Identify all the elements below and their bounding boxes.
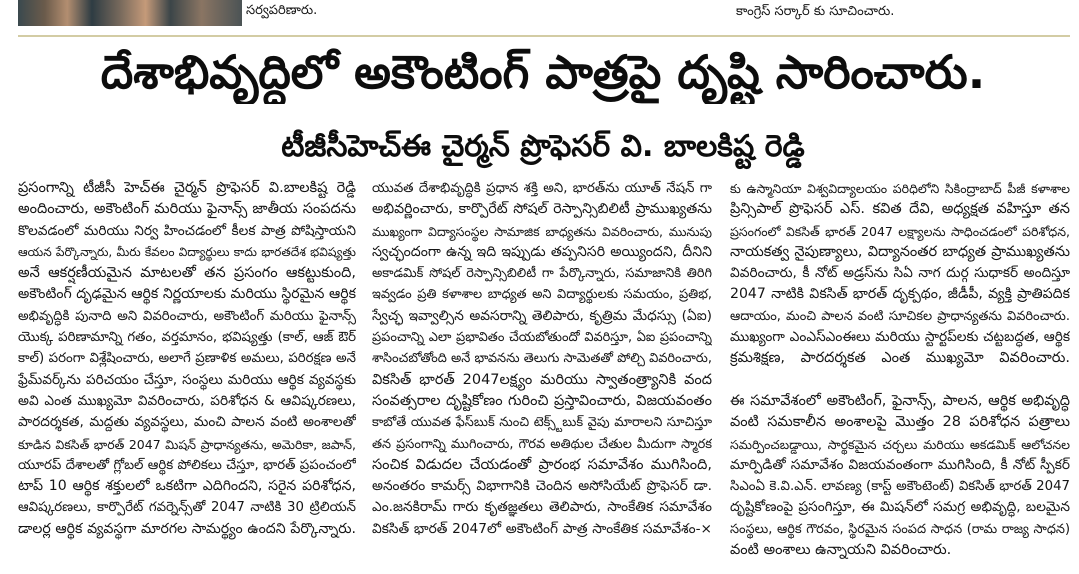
column-line: మార్పిడితో సమావేశం విజయవంతంగా ముగిసింది, కీ నోట్ స్పీకర్ — [730, 456, 1070, 473]
column-line: అకౌంటింగ్ దృఢమైన ఆర్థిక నిర్ణయాలకు మరియు స్థిరమైన ఆర్థిక — [18, 286, 356, 303]
column-line: ముఖ్యంగా విద్యాసంస్థల సామాజిక బాధ్యతను వివరించారు, మునుపు — [372, 223, 712, 239]
column-line: ఆయన పేర్కొన్నారు, మీరు కేవలం విద్యార్థులు కాదు భారతదేశ భవిష్యత్తు — [18, 244, 356, 259]
column-line: వికసిత్ భారత్ 2047లో అకౌంటింగ్ పాత్ర సాంకేతిక సమావేశం-× — [372, 520, 712, 537]
column-line: వివరించారు, కీ నోట్ అడ్రస్‌ను సిఏ నాగ దుర్గ సుధాకర్ అందిస్తూ — [730, 265, 1070, 282]
column-line: అందించారు, అకౌంటింగ్ మరియు ఫైనాన్స్ జాతీయ సంపదను — [18, 201, 356, 218]
column-line: వంటి సమకాలీన అంశాలపై మొత్తం 28 పరిశోధన పత్రాలు — [730, 414, 1070, 431]
previous-article-fragment-left: సర్వపరిణారు. — [246, 3, 318, 18]
column-line: వంటి అంశాలు ఉన్నాయని వివరించారు. — [730, 542, 952, 559]
column-line: ఈ సమావేశంలో అకౌంటింగ్, ఫైనాన్స్, పాలన, ఆర్థిక అభివృద్ధి — [730, 392, 1070, 409]
column-line: వికసిత్ భారత్ 2047లక్ష్యం మరియు స్వాతంత్ర్యానికి వంద — [372, 371, 712, 388]
article-column-2 — [372, 178, 712, 540]
previous-article-fragment-right: కాంగ్రెస్ సర్కార్ కు సూచించారు. — [736, 4, 895, 19]
column-line: అకాడమిక్ సోషల్ రెస్పాన్సిబిలిటీ గా పేర్కొన్నారు, సమాజానికి తిరిగి — [372, 266, 712, 282]
article-headline: దేశాభివృద్ధిలో అకౌంటింగ్ పాత్రపై దృష్టి సారించారు. — [100, 45, 986, 99]
column-line: కాల్) పరంగా విశ్లేషించారు, అలాగే ప్రణాళిక అమలు, పరిరక్షణ అనే — [18, 351, 356, 367]
column-line: అభివర్ణించారు, కార్పొరేట్ సోషల్ రెస్పాన్సిబిలిటీ ప్రాముఖ్యతను — [372, 201, 712, 218]
column-line: యువత దేశాభివృద్ధికి ప్రధాన శక్తి అని, భారత్‌ను యూత్ నేషన్ గా — [372, 181, 712, 196]
column-line: కొలవడంలో మరియు నిర్వ హించడంలో కీలక పాత్ర పోషిస్తాయని — [18, 222, 356, 239]
column-line: సిఎంఏ కె.వి.ఎన్. లావణ్య (కాస్ట్ అకౌంటెంట్) వికసిత్ భారత్ 2047 — [730, 479, 1070, 495]
column-line: ముఖ్యంగా ఎంఎస్ఎంఈలు మరియు స్టార్టప్‌లకు చట్టబద్ధత, ఆర్థిక — [730, 329, 1070, 346]
column-line: శాసించబోతోంది అనే భావనను తెలుగు సామెతతో పోల్చి వివరించారు, — [372, 351, 712, 367]
article-subheadline: టీజీసీహెచ్ఈ చైర్మన్ ప్రొఫెసర్ వి. బాలకిష్ట రెడ్డి — [281, 129, 805, 164]
column-line: ఇవ్వడం ప్రతి కళాశాల బాధ్యత అని విద్యార్థులకు సమయం, ప్రతిభ, — [372, 287, 712, 303]
column-line: 2047 నాటికి వికసిత్ భారత్ దృక్పథం, జీడీపీ, వ్యక్తి ప్రాతిపదిక — [730, 286, 1070, 303]
column-line: సంవత్సరాల దృష్టికోణం గురించి ప్రస్తావించారు, విజయవంతం — [372, 392, 712, 409]
column-line: పారదర్శకత, మద్దతు వ్యవస్థలు, మంచి పాలన వంటి అంశాలతో — [18, 414, 356, 431]
column-line: క్రమశిక్షణ, పారదర్శకత ఎంత ముఖ్యమో వివరించారు. — [730, 350, 1070, 367]
column-line: ఎం.జనకిరామ్ గారు కృతజ్ఞతలు తెలిపారు, సాంకేతిక సమావేశం — [372, 499, 712, 516]
column-line: సంస్థలు, ఆర్థిక గౌరవం, స్థిరమైన సంపద సాధన (రామ రాజ్య సాధన) — [730, 521, 1070, 537]
column-line: అనే ఆకర్షణీయమైన మాటలతో తన ప్రసంగం ఆకట్టుకుంది, — [18, 265, 356, 282]
column-line: డాలర్ల ఆర్థిక వ్యవస్థగా మారగల సామర్థ్యం ఉందని పేర్కొన్నారు. — [18, 520, 356, 537]
column-line: కాబోతే యువత ఫేస్‌బుక్ నుంచి టెక్స్ట్‌బుక్ వైపు మారాలని సూచిస్తూ — [372, 415, 712, 431]
column-line: స్వేచ్ఛ ఇవ్వాల్సిన అవసరాన్ని తెలిపారు, కృత్రిమ మేధస్సు (ఏఐ) — [372, 307, 712, 324]
column-line: యూరప్ దేశాలతో గ్లోబల్ ఆర్థిక పోలికలు చేస్తూ, భారత్ ప్రపంచంలో — [18, 457, 356, 473]
column-line: ప్రసంగాన్ని టీజీసీ హెచ్ఈ చైర్మన్ ప్రొఫెసర్ వి.బాలకిష్ట రెడ్డి — [18, 180, 356, 196]
cropped-photo-strip — [18, 0, 242, 26]
column-line: యొక్క పరిణామాన్ని గతం, వర్తమానం, భవిష్యత్తు (కాల్, ఆజ్ ఔర్ — [18, 330, 356, 346]
column-line: ప్రపంచాన్ని ఎలా ప్రభావితం చేయబోతుందో వివరిస్తూ, ఏఐ ప్రపంచాన్ని — [372, 330, 712, 346]
column-line: ప్రసంగంలో వికసిత్ భారత్ 2047 లక్ష్యాలను సాధించడంలో పరిశోధన, — [730, 223, 1070, 239]
column-line: కూడిన వికసిత్ భారత్ 2047 మిషన్ ప్రాధాన్యతను, అమెరికా, జపాన్, — [18, 436, 356, 452]
column-line: ఆవిష్కరణలు, కార్పొరేట్ గవర్నెన్స్‌తో 2047 నాటికి 30 ట్రిలియన్ — [18, 500, 356, 516]
column-line: ఆదాయం, మంచి పాలన వంటి సూచికల ప్రాధాన్యతను వివరించారు. — [730, 308, 1070, 324]
article-column-1 — [18, 178, 356, 540]
column-line: అవి ఎంత ముఖ్యమో వివరించారు, పరిశోధన & ఆవిష్కరణలు, — [18, 392, 356, 409]
column-line: ప్రిన్సిపాల్ ప్రొఫెసర్ ఎస్. కవిత దేవి, అధ్యక్షత వహిస్తూ తన — [730, 201, 1070, 218]
column-line: టాప్ 10 ఆర్థిక శక్తులలో ఒకటిగా ఎదిగిందని, సరైన పరిశోధన, — [18, 478, 356, 495]
section-divider — [18, 35, 1070, 37]
column-line: కు ఉస్మానియా విశ్వవిద్యాలయం పరిధిలోని సికింద్రాబాద్ పీజీ కళాశాల — [730, 181, 1070, 196]
column-line: అభివృద్ధికి పునాది అని వివరించారు, అకౌంటింగ్ మరియు ఫైనాన్స్ — [18, 308, 356, 324]
column-line: దృష్టికోణంపై ప్రసంగిస్తూ, ఈ మిషన్‌లో సమగ్ర అభివృద్ధి, బలమైన — [730, 499, 1070, 516]
column-line: నాయకత్వ నైపుణ్యాలు, విద్యానంతర బాధ్యత ప్రాముఖ్యతను — [730, 243, 1070, 260]
column-line: ఫ్రేమ్‌వర్క్‌ను పరిచయం చేస్తూ, సంస్థలు మరియు ఆర్థిక వ్యవస్థకు — [18, 371, 356, 388]
paragraph-break — [730, 370, 1070, 391]
column-line: తన ప్రసంగాన్ని ముగించారు, గౌరవ అతిథుల చేతుల మీదుగా స్మారక — [372, 436, 712, 452]
column-line: స్వచ్ఛందంగా ఉన్న ఇది ఇప్పుడు తప్పనిసరి అయ్యిందని, దీనిని — [372, 243, 712, 260]
column-line: అనంతరం కామర్స్ విభాగానికి చెందిన అసోసియేట్ ప్రొఫెసర్ డా. — [372, 478, 712, 495]
article-column-3 — [730, 178, 1070, 561]
column-line: సమర్పించబడ్డాయి, సార్థకమైన చర్చలు మరియు అకడమిక్ ఆలోచనల — [730, 436, 1070, 452]
column-line: సంచిక విడుదల చేయడంతో ప్రారంభ సమావేశం ముగిసింది, — [372, 456, 712, 473]
